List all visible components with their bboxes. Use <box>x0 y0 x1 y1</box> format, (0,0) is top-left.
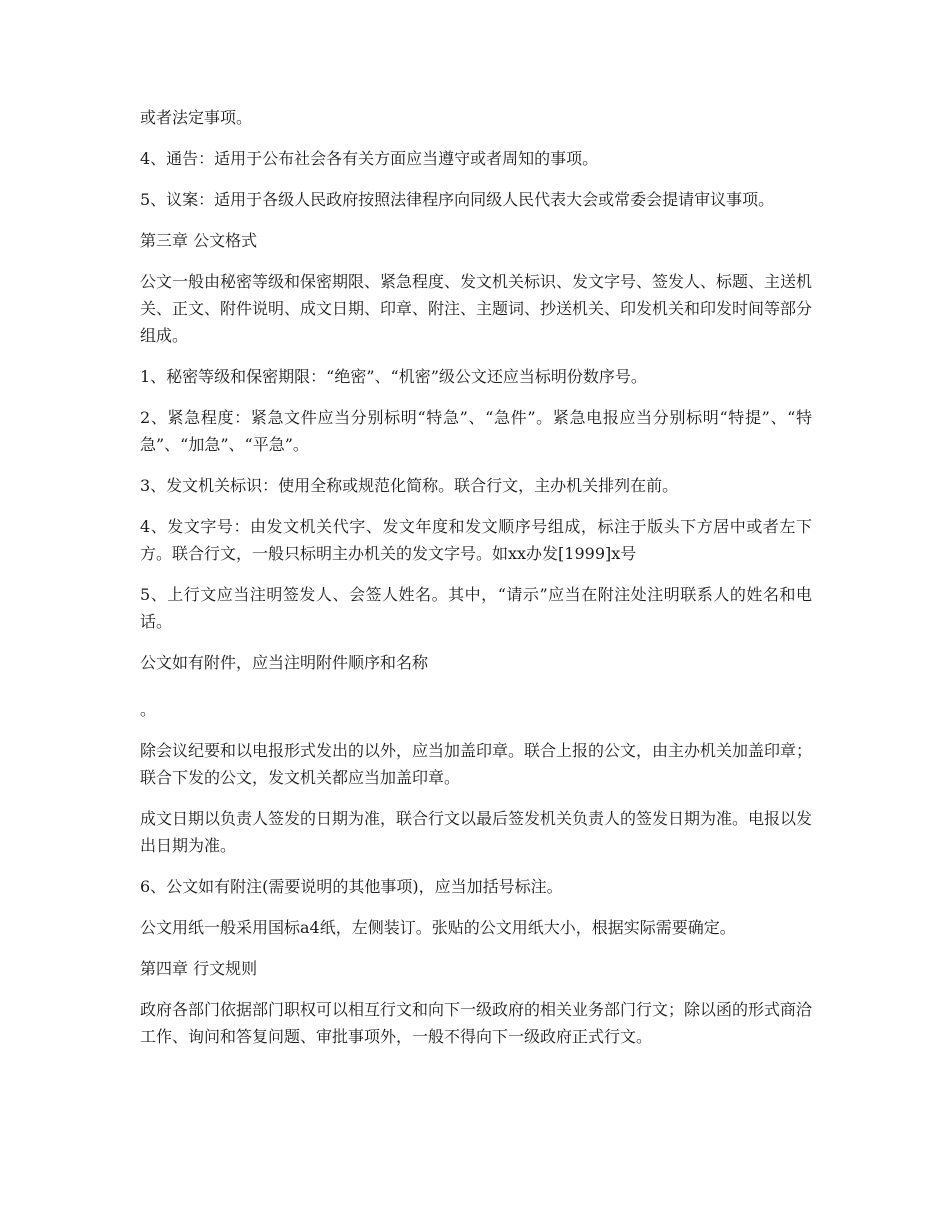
paragraph-period: 。 <box>140 700 157 719</box>
chapter-heading-3: 第三章 公文格式 <box>140 231 258 250</box>
paragraph-paper: 公文用纸一般采用国标a4纸，左侧装订。张贴的公文用纸大小，根据实际需要确定。 <box>140 918 736 937</box>
chapter-heading-4: 第四章 行文规则 <box>140 959 258 978</box>
paragraph-item-issuer-mark: 3、发文机关标识：使用全称或规范化简称。联合行文，主办机关排列在前。 <box>140 476 679 495</box>
paragraph-item-annotation: 6、公文如有附注(需要说明的其他事项)，应当加括号标注。 <box>140 877 563 896</box>
paragraph-item-notice: 4、通告：适用于公布社会各有关方面应当遵守或者周知的事项。 <box>140 149 599 168</box>
paragraph-attachments: 公文如有附件，应当注明附件顺序和名称 <box>140 653 429 672</box>
paragraph-item-signer: 5、上行文应当注明签发人、会签人姓名。其中，“请示”应当在附注处注明联系人的姓名和电话。 <box>140 585 812 631</box>
paragraph-continuation: 或者法定事项。 <box>140 108 253 127</box>
document-body <box>140 104 812 1064</box>
paragraph-item-secrecy: 1、秘密等级和保密期限：“绝密”、“机密”级公文还应当标明份数序号。 <box>140 367 647 386</box>
paragraph-item-urgency: 2、紧急程度：紧急文件应当分别标明“特急”、“急件”。紧急电报应当分别标明“特提”、“特急”、“加急”、“平急”。 <box>140 408 812 454</box>
paragraph-seal: 除会议纪要和以电报形式发出的以外，应当加盖印章。联合上报的公文，由主办机关加盖印章；联合下发的公文，发文机关都应当加盖印章。 <box>140 741 813 787</box>
paragraph-item-motion: 5、议案：适用于各级人民政府按照法律程序向同级人民代表大会或常委会提请审议事项。 <box>140 190 775 209</box>
paragraph-date: 成文日期以负责人签发的日期为准，联合行文以最后签发机关负责人的签发日期为准。电报以发出日期为准。 <box>140 809 813 855</box>
paragraph-item-doc-number: 4、发文字号：由发文机关代字、发文年度和发文顺序号组成，标注于版头下方居中或者左下方。联合行文，一般只标明主办机关的发文字号。如xx办发[1999]x号 <box>140 517 812 563</box>
paragraph-format-overview: 公文一般由秘密等级和保密期限、紧急程度、发文机关标识、发文字号、签发人、标题、主送机关、正文、附件说明、成文日期、印章、附注、主题词、抄送机关、印发机关和印发时间等部分组成。 <box>140 272 813 345</box>
paragraph-rules: 政府各部门依据部门职权可以相互行文和向下一级政府的相关业务部门行文；除以函的形式商洽工作、询问和答复问题、审批事项外，一般不得向下一级政府正式行文。 <box>140 1000 813 1046</box>
